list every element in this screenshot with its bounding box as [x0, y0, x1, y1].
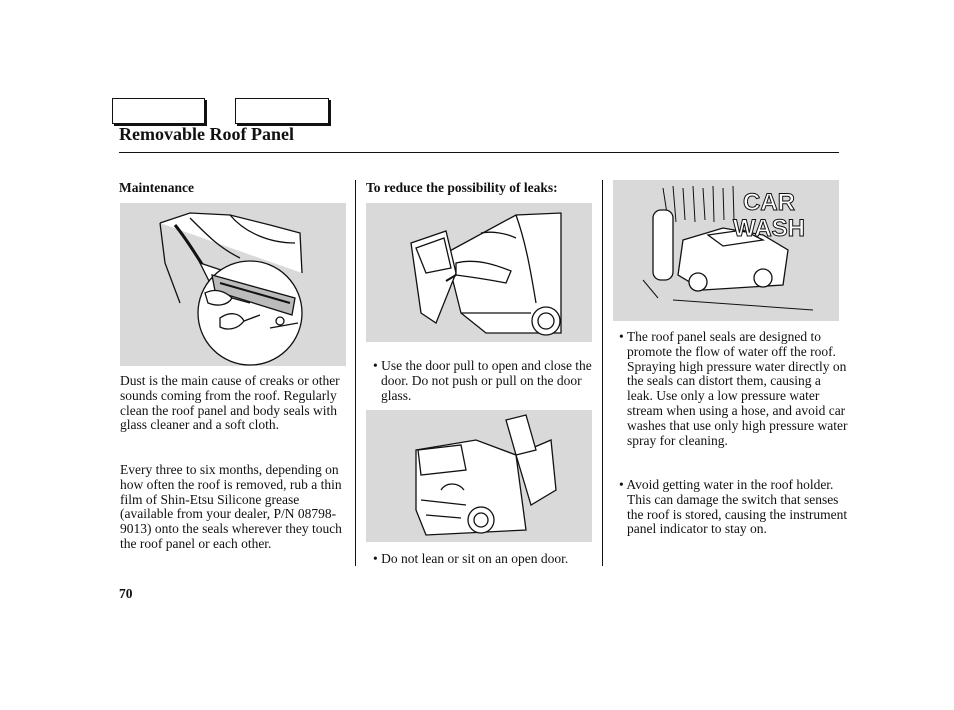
- title-rule: [119, 152, 839, 153]
- door-pull-bullet: • Use the door pull to open and close the door. Do not push or pull on the door glass.: [373, 358, 592, 403]
- page-number: 70: [119, 586, 133, 601]
- column-divider-1: [355, 180, 356, 566]
- maintenance-heading: Maintenance: [119, 180, 194, 195]
- roof-seal-bullet: • The roof panel seals are designed to promote the flow of water off the roof. Spraying high pressure water directly on the seals can distort them, causing a leak. Use only a low pressure water stream when using a hose, and avoid car washes that use only high pressure water spray for cleaning.: [619, 329, 848, 448]
- page-title: Removable Roof Panel: [119, 124, 294, 144]
- leaks-heading: To reduce the possibility of leaks:: [366, 180, 558, 195]
- maintenance-paragraph-1: Dust is the main cause of creaks or other sounds coming from the roof. Regularly clean the roof panel and body seals with glass cleaner and a soft cloth.: [120, 373, 340, 433]
- open-door-illustration: [366, 410, 592, 542]
- roof-holder-bullet: • Avoid getting water in the roof holder. This can damage the switch that senses the roof is stored, causing the instrument panel indicator to stay on.: [619, 477, 848, 537]
- seal-cleaning-illustration: [120, 203, 346, 366]
- header-tab-box-1: [112, 98, 205, 124]
- door-pull-illustration: [366, 203, 592, 342]
- car-wash-sign-wash: WASH: [733, 215, 805, 242]
- car-wash-sign-car: CAR: [743, 189, 795, 216]
- car-wash-illustration: [613, 180, 839, 321]
- header-tab-box-2: [235, 98, 329, 124]
- maintenance-paragraph-2: Every three to six months, depending on how often the roof is removed, rub a thin film of Shin-Etsu Silicone grease (available from your dealer, P/N 08798-9013) onto the seals wherever they touch the roof panel or each other.: [120, 462, 342, 551]
- do-not-lean-bullet: • Do not lean or sit on an open door.: [373, 551, 569, 566]
